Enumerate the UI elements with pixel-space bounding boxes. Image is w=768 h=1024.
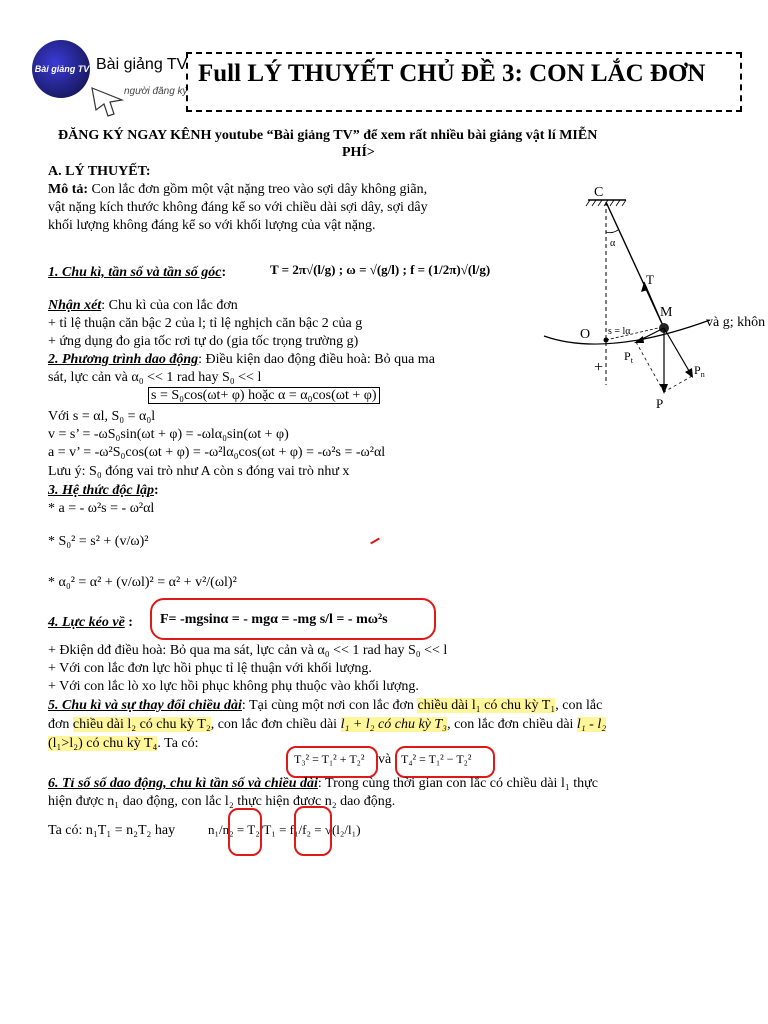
label-m: M — [660, 305, 673, 320]
pendulum-diagram — [540, 180, 768, 420]
velocity-equation: v = s’ = -ωS₀sin(ωt + φ) = -ωlα₀sin(ωt + φ) — [48, 427, 289, 442]
independent-relation-1: * a = - ω²s = - ω²αl — [48, 501, 155, 516]
pen-mark — [370, 538, 380, 545]
remark-bullet-1-tail: và g; khôn — [706, 315, 766, 330]
channel-logo[interactable] — [32, 38, 192, 116]
section-3-heading: 3. Hệ thức độc lập: — [48, 483, 159, 498]
section-1-heading: 1. Chu kì, tần số và tần số góc: — [48, 265, 227, 280]
section-4-bullet-2: + Với con lắc đơn lực hồi phục tỉ lệ thuận với khối lượng. — [48, 661, 372, 676]
section-5-line-1: 5. Chu kì và sự thay đổi chiều dài: Tại cùng một nơi con lắc đơn chiều dài l₁ có chu kỳ T₁, con lắc — [48, 698, 603, 713]
section-6-line-2: hiện được n₁ dao động, con lắc l₂ thực hiện được n₂ dao động. — [48, 794, 396, 809]
label-pt: $P_t$ — [624, 349, 633, 365]
promo-line[interactable]: ĐĂNG KÝ NGAY KÊNH youtube “Bài giảng TV” để xem rất nhiều bài giảng vật lí MIỄN — [58, 128, 598, 143]
page-title: Full LÝ THUYẾT CHỦ ĐỀ 3: CON LẮC ĐƠN — [198, 60, 706, 87]
description-line-1: Mô tả: Con lắc đơn gồm một vật nặng treo vào sợi dây không giãn, — [48, 182, 428, 197]
period-diff-equation: T₄² = T₁² − T₂² — [401, 752, 472, 766]
section-4-bullet-3: + Với con lắc lò xo lực hồi phục không phụ thuộc vào khối lượng. — [48, 679, 419, 694]
section-2-line-1: 2. Phương trình dao động: Điều kiện dao động điều hoà: Bỏ qua ma — [48, 352, 435, 367]
remark-line: Nhận xét: Chu kì của con lắc đơn — [48, 298, 238, 313]
ratio-length-highlight — [294, 806, 332, 856]
independent-relation-2: * S₀² = s² + (v/ω)² — [48, 534, 149, 549]
and-word: và — [378, 752, 392, 767]
promo-line-2: PHÍ> — [342, 145, 375, 160]
oscillation-equation-box: s = S₀cos(ωt+ φ) hoặc α = α₀cos(ωt + φ) — [148, 388, 380, 404]
label-o: O — [580, 327, 591, 342]
label-p: P — [656, 396, 664, 411]
section-4-bullet-1: + Đkiện dđ điều hoà: Bỏ qua ma sát, lực cản và α₀ << 1 rad hay S₀ << l — [48, 643, 448, 658]
label-alpha: α — [610, 238, 616, 249]
cursor-arrow-icon — [88, 82, 128, 118]
label-pn: $P_n$ — [694, 363, 705, 379]
section-4-heading: 4. Lực kéo về : — [48, 615, 133, 630]
note-line: Lưu ý: S₀ đóng vai trò như A còn s đóng vai trò như x — [48, 464, 350, 479]
period-sum-equation: T₃² = T₁² + T₂² — [294, 752, 365, 766]
section-6-line-1: 6. Tỉ số số dao động, chu kì tần số và chiều dài: Trong cùng thời gian con lắc có chiều dài l₁ thực — [48, 776, 598, 791]
label-tension: T — [646, 272, 654, 287]
label-arc: s = lα — [608, 326, 631, 337]
section-6-line-3: Ta có: n₁T₁ = n₂T₂ hay — [48, 823, 176, 838]
independent-relation-3: * α₀² = α² + (v/ωl)² = α² + v²/(ωl)² — [48, 575, 237, 590]
logo-badge-text: Bài giảng TV — [34, 64, 90, 74]
ratio-period-highlight — [228, 808, 262, 856]
remark-bullet-1: + tỉ lệ thuận căn bậc 2 của l; tỉ lệ nghịch căn bậc 2 của g — [48, 316, 363, 331]
logo-subtitle: người đăng ký — [124, 86, 188, 97]
description-line-3: khối lượng không đáng kể so với khối lượng của vật nặng. — [48, 218, 376, 233]
section-2-line-4: Với s = αl, S₀ = α₀l — [48, 409, 156, 424]
section-a-heading: A. LÝ THUYẾT: — [48, 164, 151, 179]
logo-title: Bài giảng TV — [96, 56, 188, 73]
ratio-formula: n₁/n₂ = T₂/T₁ = f₁/f₂ = √(l₂/l₁) — [208, 822, 361, 837]
label-plus: + — [594, 359, 604, 376]
section-2-line-2: sát, lực cản và α₀ << 1 rad hay S₀ << l — [48, 370, 262, 385]
restoring-force-formula: F= -mgsinα = - mgα = -mg s/l = - mω²s — [160, 612, 388, 627]
section-5-line-2: đơn chiều dài l₂ có chu kỳ T₂, con lắc đơn chiều dài l₁ + l₂ có chu kỳ T₃, con lắc đơn chiều dài l₁ - l₂ — [48, 717, 607, 732]
section-5-line-3: (l₁>l₂) có chu kỳ T₄. Ta có: — [48, 736, 199, 751]
period-formula: T = 2π√(l/g) ; ω = √(g/l) ; f = (1/2π)√(l/g) — [270, 262, 491, 277]
label-c: C — [594, 185, 604, 200]
description-line-2: vật nặng kích thước không đáng kể so với chiều dài sợi dây, sợi dây — [48, 200, 428, 215]
acceleration-equation: a = v’ = -ω²S₀cos(ωt + φ) = -ω²lα₀cos(ωt + φ) = -ω²s = -ω²αl — [48, 445, 386, 460]
remark-bullet-2: + ứng dụng đo gia tốc rơi tự do (gia tốc trọng trường g) — [48, 334, 359, 349]
